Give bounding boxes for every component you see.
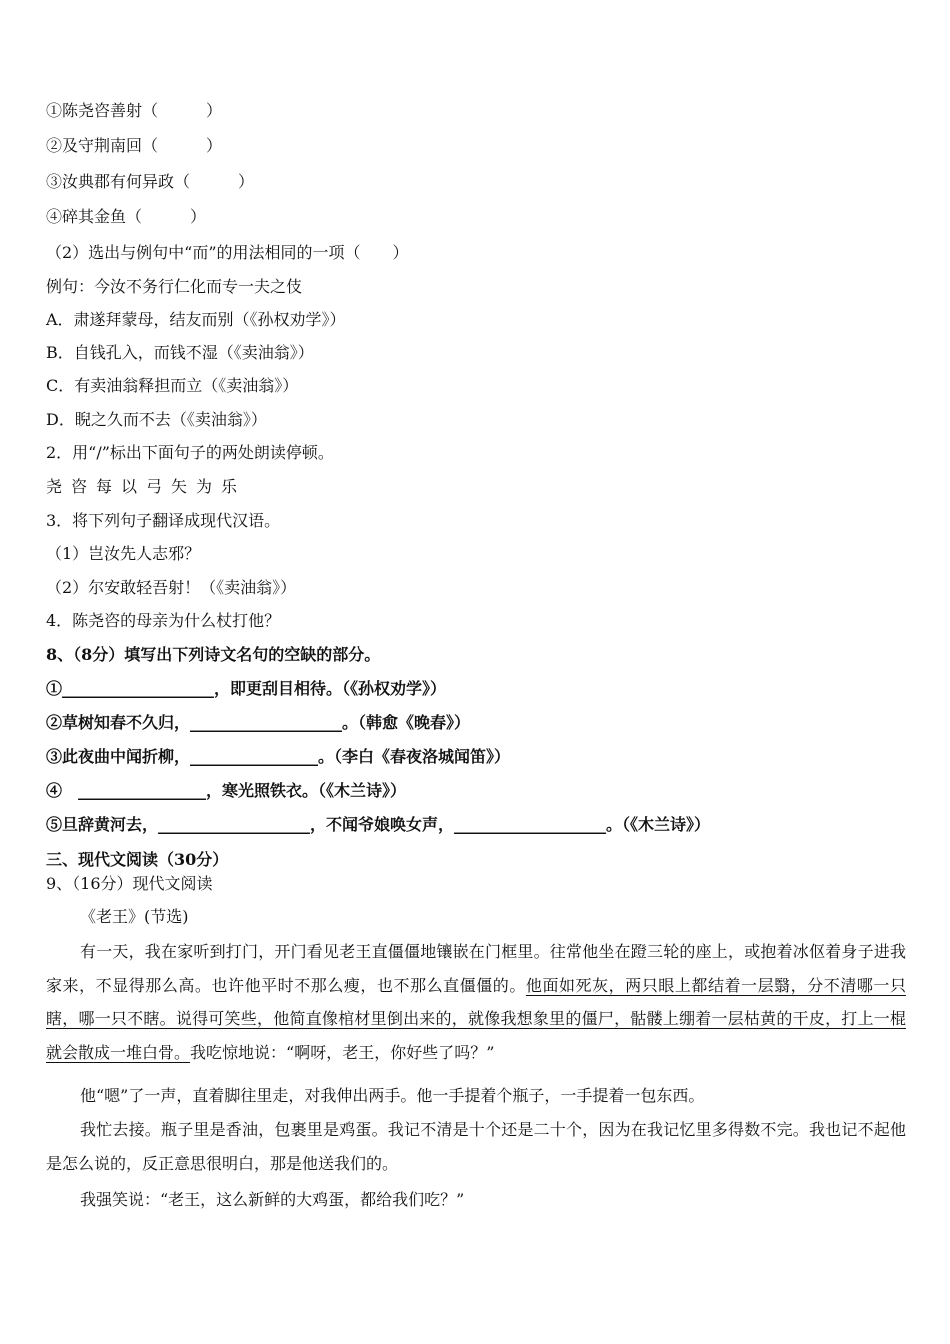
question-4-prompt: 4．陈尧咨的母亲为什么杖打他？ <box>46 611 281 630</box>
article-paragraph-4: 我强笑说：“老王，这么新鲜的大鸡蛋，都给我们吃？” <box>80 1190 465 1209</box>
article-paragraph-3: 我忙去接。瓶子里是香油，包裹里是鸡蛋。我记不清是十个还是二十个，因为在我记忆里多得数不完。我也记不起他是怎么说的，反正意思很明白，那是他送我们的。 <box>46 1120 906 1173</box>
example-sentence: 例句：今汝不务行仁化而专一夫之伎 <box>46 277 303 296</box>
underlined-description: 他面如死灰，两只眼上都结着一层翳，分不清哪一只瞎，哪一只不瞎。说得可笑些，他简直像棺材里倒出来的，就像我想象里的僵尸，骷髅上绷着一层枯黄的干皮，打上一棍就会散成一堆白骨。 <box>46 975 906 1062</box>
word-item-1: ①陈尧咨善射（ ） <box>46 101 223 120</box>
fill-blank-line-1: ①___________________，即更刮目相待。（《孙权劝学》） <box>46 679 447 698</box>
er-usage-prompt: （2）选出与例句中“而”的用法相同的一项（ ） <box>46 243 409 262</box>
translate-sentence-1: （1）岂汝先人志邪？ <box>46 544 201 563</box>
question-9-title: 9、（16分）现代文阅读 <box>46 874 213 893</box>
question-8-title: 8、（8分）填写出下列诗文名句的空缺的部分。 <box>46 645 381 664</box>
article-paragraph-2: 他“嗯”了一声，直着脚往里走，对我伸出两手。他一手提着个瓶子，一手提着一包东西。 <box>80 1086 705 1105</box>
word-item-2: ②及守荆南回（ ） <box>46 136 223 155</box>
option-b: B．自钱孔入，而钱不湿（《卖油翁》） <box>46 343 314 362</box>
option-a: A．肃遂拜蒙母，结友而别（《孙权劝学》） <box>46 310 346 329</box>
fill-blank-line-2: ②草树知春不久归，___________________。（韩愈《晚春》） <box>46 713 471 732</box>
pause-sentence: 尧咨每以弓矢为乐 <box>46 477 247 496</box>
paragraph-1-dialogue: 我吃惊地说：“啊呀，老王，你好些了吗？” <box>190 1042 495 1062</box>
question-3-prompt: 3．将下列句子翻译成现代汉语。 <box>46 511 281 530</box>
fill-blank-line-3: ③此夜曲中闻折柳，________________。（李白《春夜洛城闻笛》） <box>46 747 511 766</box>
option-c: C．有卖油翁释担而立（《卖油翁》） <box>46 376 299 395</box>
paragraph-1-intro: 有一天，我在家听到打门，开门看见老王直僵僵地镶嵌在门框里。往常他坐在蹬三轮的座上，或抱着冰伛着身子进我家来，不显得那么高。也许他平时不那么瘦，也不那么直僵僵的。 <box>46 942 906 995</box>
fill-blank-line-5: ⑤旦辞黄河去，___________________，不闻爷娘唤女声，___________________。（《木兰诗》） <box>46 815 711 834</box>
option-d: D．睨之久而不去（《卖油翁》） <box>46 410 267 429</box>
section-3-title: 三、现代文阅读（30分） <box>46 850 229 869</box>
question-2-prompt: 2．用“/”标出下面句子的两处朗读停顿。 <box>46 443 334 462</box>
fill-blank-line-4: ④ ________________，寒光照铁衣。（《木兰诗》） <box>46 781 407 800</box>
word-item-3: ③汝典郡有何异政（ ） <box>46 172 255 191</box>
translate-sentence-2: （2）尔安敢轻吾射！（《卖油翁》） <box>46 578 297 597</box>
article-title: 《老王》(节选) <box>80 907 189 926</box>
word-item-4: ④碎其金鱼（ ） <box>46 207 207 226</box>
article-paragraph-1 <box>46 935 906 1069</box>
